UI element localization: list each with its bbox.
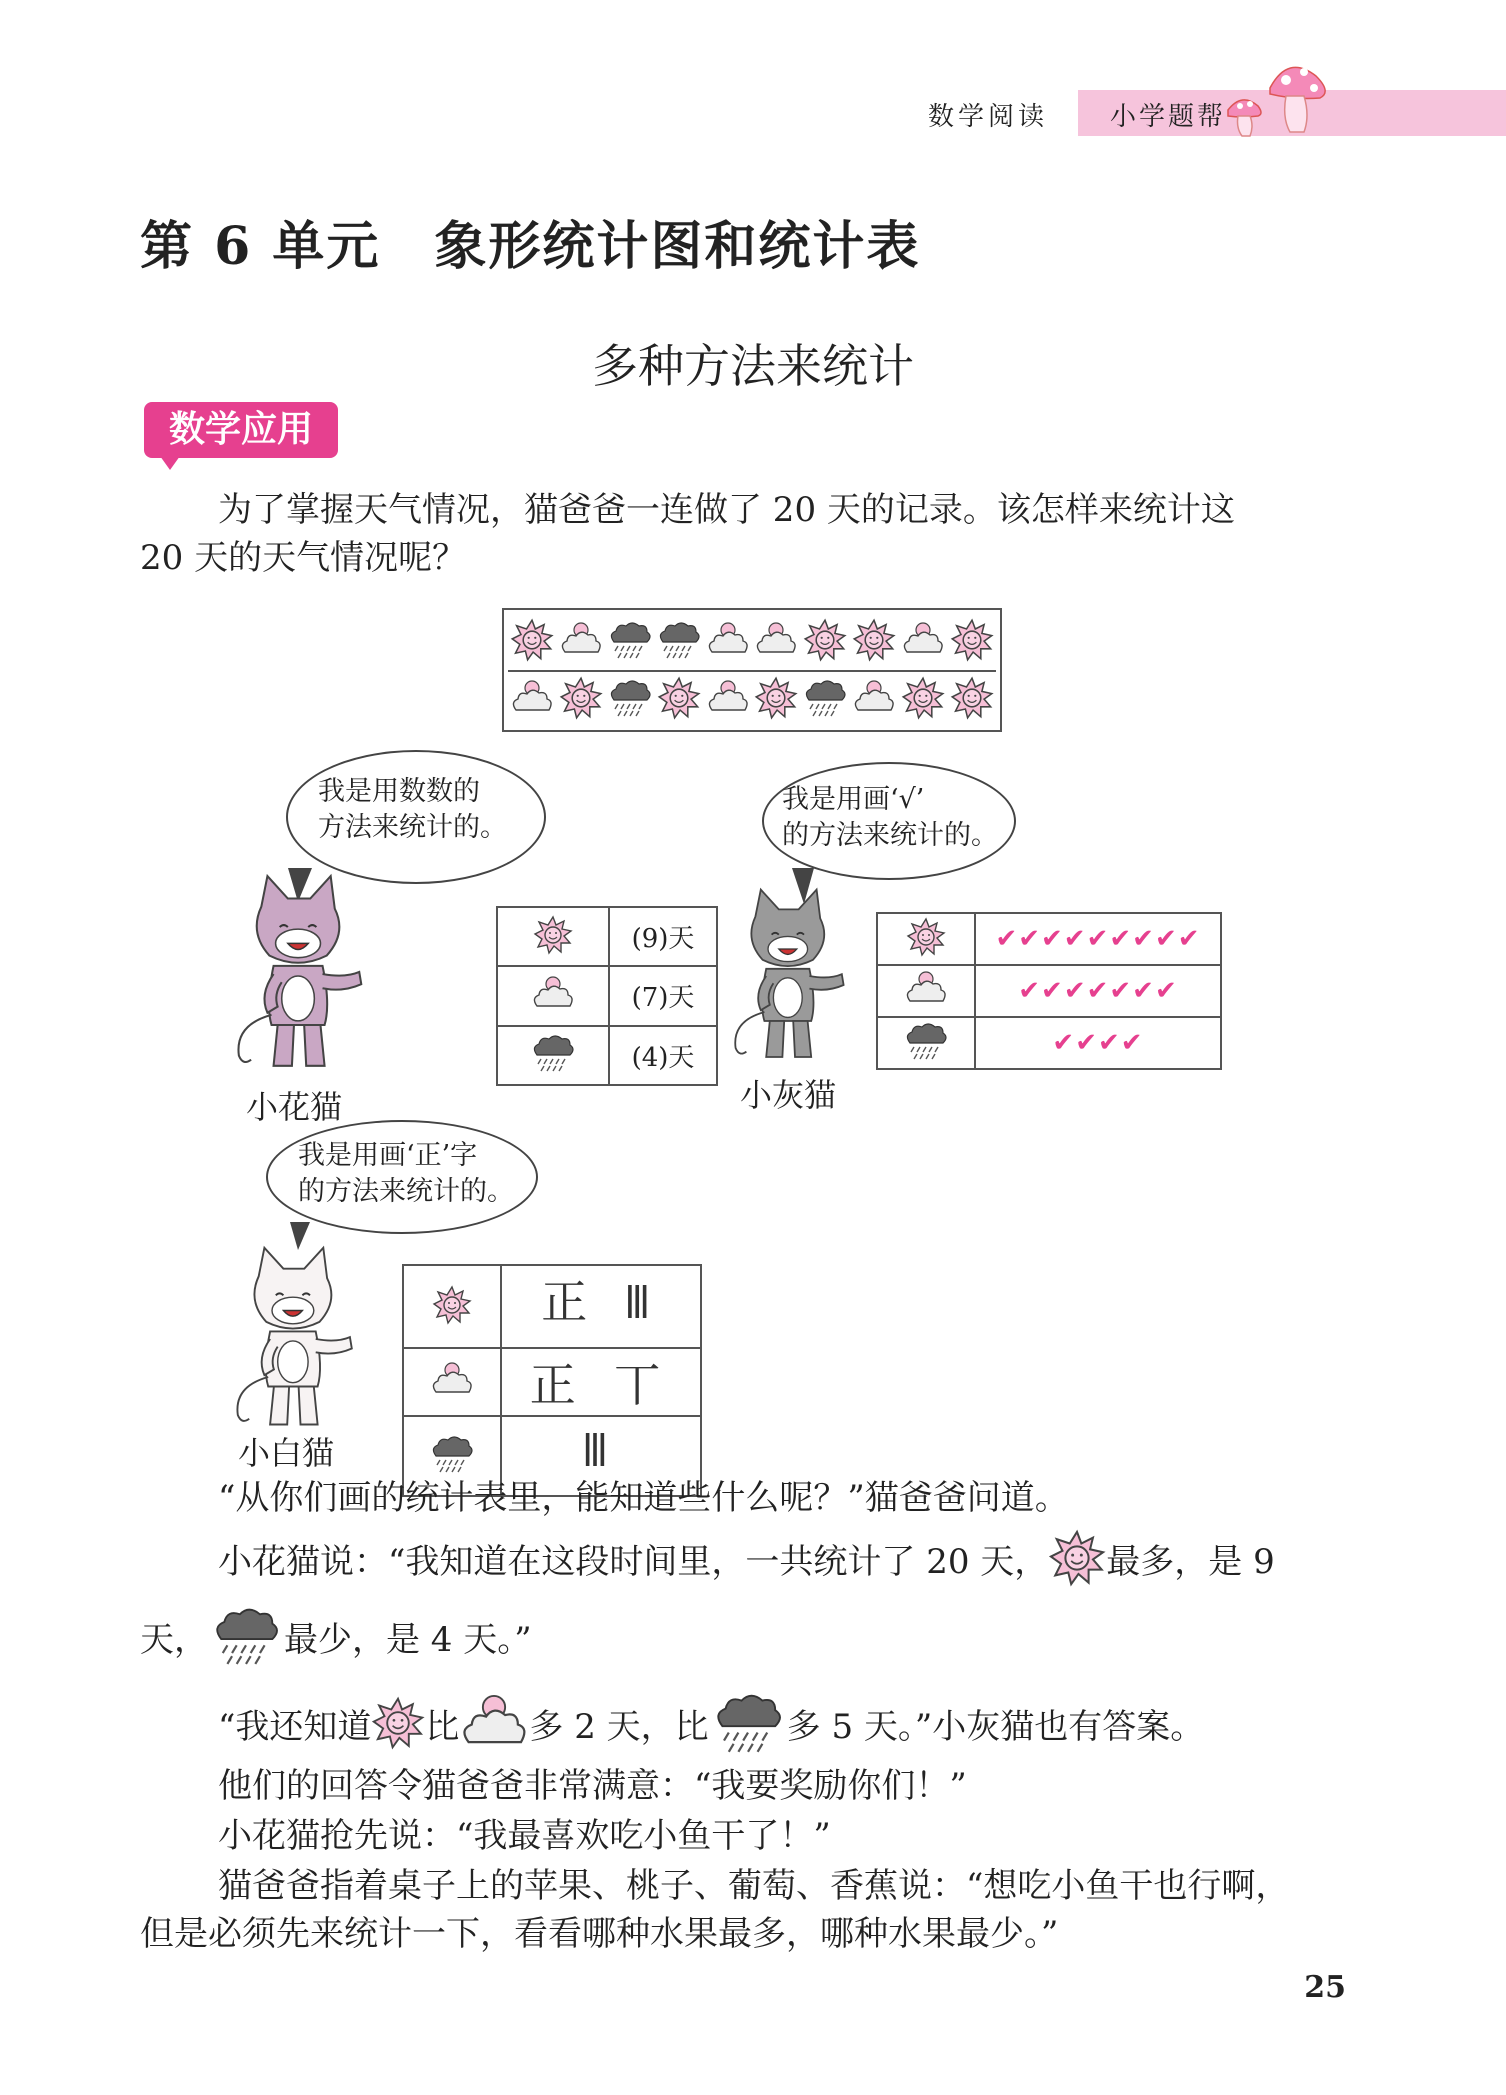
table-row — [403, 1348, 701, 1416]
table-row — [403, 1265, 701, 1348]
body-p2b: 最多，是 9 — [1106, 1541, 1275, 1582]
header-left-label: 数学阅读 — [928, 102, 1049, 132]
cloud-icon — [754, 618, 798, 666]
body-p3b: 比 — [425, 1706, 460, 1747]
icon-cell — [403, 1265, 501, 1348]
hua-speech-bubble — [286, 750, 546, 884]
sun-icon — [430, 1285, 474, 1325]
sun-icon — [531, 915, 575, 955]
check-table — [876, 912, 1222, 1070]
icon-cell — [877, 965, 975, 1017]
hua-cat-illustration — [216, 872, 376, 1076]
unit-title: 第 6 单元 象形统计图和统计表 — [140, 216, 921, 277]
body-p2c: 天， — [140, 1619, 208, 1660]
value-cell: 𝍫 — [501, 1416, 701, 1496]
weather-record-strip — [502, 608, 1002, 732]
sun-icon — [1048, 1529, 1106, 1587]
body-p6: 猫爸爸指着桌子上的苹果、桃子、葡萄、香蕉说：“想吃小鱼干也行啊， — [218, 1866, 1290, 1906]
body-p3 — [218, 1690, 1204, 1756]
rain-icon — [208, 1605, 284, 1667]
body-p2-line1 — [218, 1530, 1275, 1586]
value-cell: (4)天 — [609, 1026, 717, 1085]
value-cell: (7)天 — [609, 966, 717, 1025]
page-number: 25 — [1304, 1970, 1346, 2005]
sun-icon — [510, 618, 554, 666]
bai-speech-bubble — [266, 1120, 538, 1234]
header-right-label: 小学题帮 — [1110, 102, 1227, 132]
body-p3c: 多 2 天，比 — [529, 1706, 709, 1747]
hui-speech-bubble — [762, 762, 1016, 880]
table-row — [877, 1017, 1221, 1069]
tally-table — [402, 1264, 702, 1497]
body-p4: 他们的回答令猫爸爸非常满意：“我要奖励你们！” — [218, 1766, 967, 1806]
table-row — [497, 907, 717, 966]
weather-row-2 — [510, 676, 994, 724]
body-p2d: 最少，是 4 天。” — [284, 1619, 532, 1660]
sun-icon — [803, 618, 847, 666]
icon-cell — [497, 907, 609, 966]
bai-cat-name: 小白猫 — [238, 1434, 335, 1472]
hua-bubble-line-2: 方法来统计的。 — [318, 812, 507, 843]
icon-cell — [497, 1026, 609, 1085]
sun-icon — [950, 618, 994, 666]
hui-cat-illustration — [716, 886, 856, 1066]
bai-bubble-line-1: 我是用画‘正’字 — [298, 1140, 478, 1171]
intro-line-2: 20 天的天气情况呢？ — [140, 538, 467, 578]
weather-row-1 — [510, 618, 994, 666]
cloud-icon — [852, 676, 896, 724]
value-cell: 正 丅 — [501, 1348, 701, 1416]
rain-icon — [608, 676, 652, 724]
body-p3a: “我还知道 — [218, 1706, 372, 1747]
rain-icon — [709, 1691, 787, 1755]
cloud-icon — [531, 974, 575, 1014]
body-p3d: 多 5 天。”小灰猫也有答案。 — [786, 1706, 1205, 1747]
rain-icon — [430, 1434, 474, 1474]
body-p7: 但是必须先来统计一下，看看哪种水果最多，哪种水果最少。” — [140, 1914, 1059, 1954]
sun-icon — [371, 1696, 425, 1750]
cloud-icon — [510, 676, 554, 724]
mushroom-icon — [1224, 58, 1334, 148]
body-p2-line2 — [140, 1606, 532, 1666]
bai-cat-illustration — [216, 1244, 366, 1434]
value-cell: ✔✔✔✔ — [975, 1017, 1221, 1069]
sun-icon — [754, 676, 798, 724]
cloud-icon — [459, 1691, 529, 1755]
table-row — [877, 913, 1221, 965]
hua-bubble-line-1: 我是用数数的 — [318, 776, 480, 807]
table-row — [877, 965, 1221, 1017]
body-p2a: 小花猫说：“我知道在这段时间里，一共统计了 20 天， — [218, 1541, 1049, 1582]
rain-icon — [531, 1033, 575, 1073]
value-cell: ✔✔✔✔✔✔✔✔✔ — [975, 913, 1221, 965]
body-q1: “从你们画的统计表里，能知道些什么呢？”猫爸爸问道。 — [218, 1478, 1069, 1518]
value-cell: 正 𝍫 — [501, 1265, 701, 1348]
value-cell: (9)天 — [609, 907, 717, 966]
cloud-icon — [430, 1360, 474, 1400]
sun-icon — [901, 676, 945, 724]
bai-bubble-line-2: 的方法来统计的。 — [298, 1176, 514, 1207]
table-row — [497, 966, 717, 1025]
rain-icon — [608, 618, 652, 666]
cloud-icon — [904, 969, 948, 1009]
intro-line-1: 为了掌握天气情况，猫爸爸一连做了 20 天的记录。该怎样来统计这 — [218, 490, 1235, 530]
icon-cell — [497, 966, 609, 1025]
icon-cell — [403, 1348, 501, 1416]
rain-icon — [904, 1021, 948, 1061]
hui-bubble-line-1: 我是用画‘√’ — [782, 784, 925, 815]
hui-bubble-line-2: 的方法来统计的。 — [782, 820, 998, 851]
count-table — [496, 906, 718, 1086]
icon-cell — [877, 913, 975, 965]
sun-icon — [852, 618, 896, 666]
table-row — [497, 1026, 717, 1085]
tag-tail — [160, 456, 180, 470]
body-p5: 小花猫抢先说：“我最喜欢吃小鱼干了！” — [218, 1816, 831, 1856]
section-title: 多种方法来统计 — [592, 339, 914, 393]
cloud-icon — [559, 618, 603, 666]
cloud-icon — [901, 618, 945, 666]
section-tag: 数学应用 — [144, 402, 338, 458]
cloud-icon — [706, 676, 750, 724]
icon-cell — [877, 1017, 975, 1069]
value-cell: ✔✔✔✔✔✔✔ — [975, 965, 1221, 1017]
sun-icon — [559, 676, 603, 724]
sun-icon — [657, 676, 701, 724]
hui-cat-name: 小灰猫 — [740, 1076, 837, 1114]
sun-icon — [950, 676, 994, 724]
rain-icon — [803, 676, 847, 724]
hua-cat-name: 小花猫 — [246, 1088, 343, 1126]
strip-divider — [508, 670, 996, 672]
rain-icon — [657, 618, 701, 666]
cloud-icon — [706, 618, 750, 666]
sun-icon — [904, 917, 948, 957]
